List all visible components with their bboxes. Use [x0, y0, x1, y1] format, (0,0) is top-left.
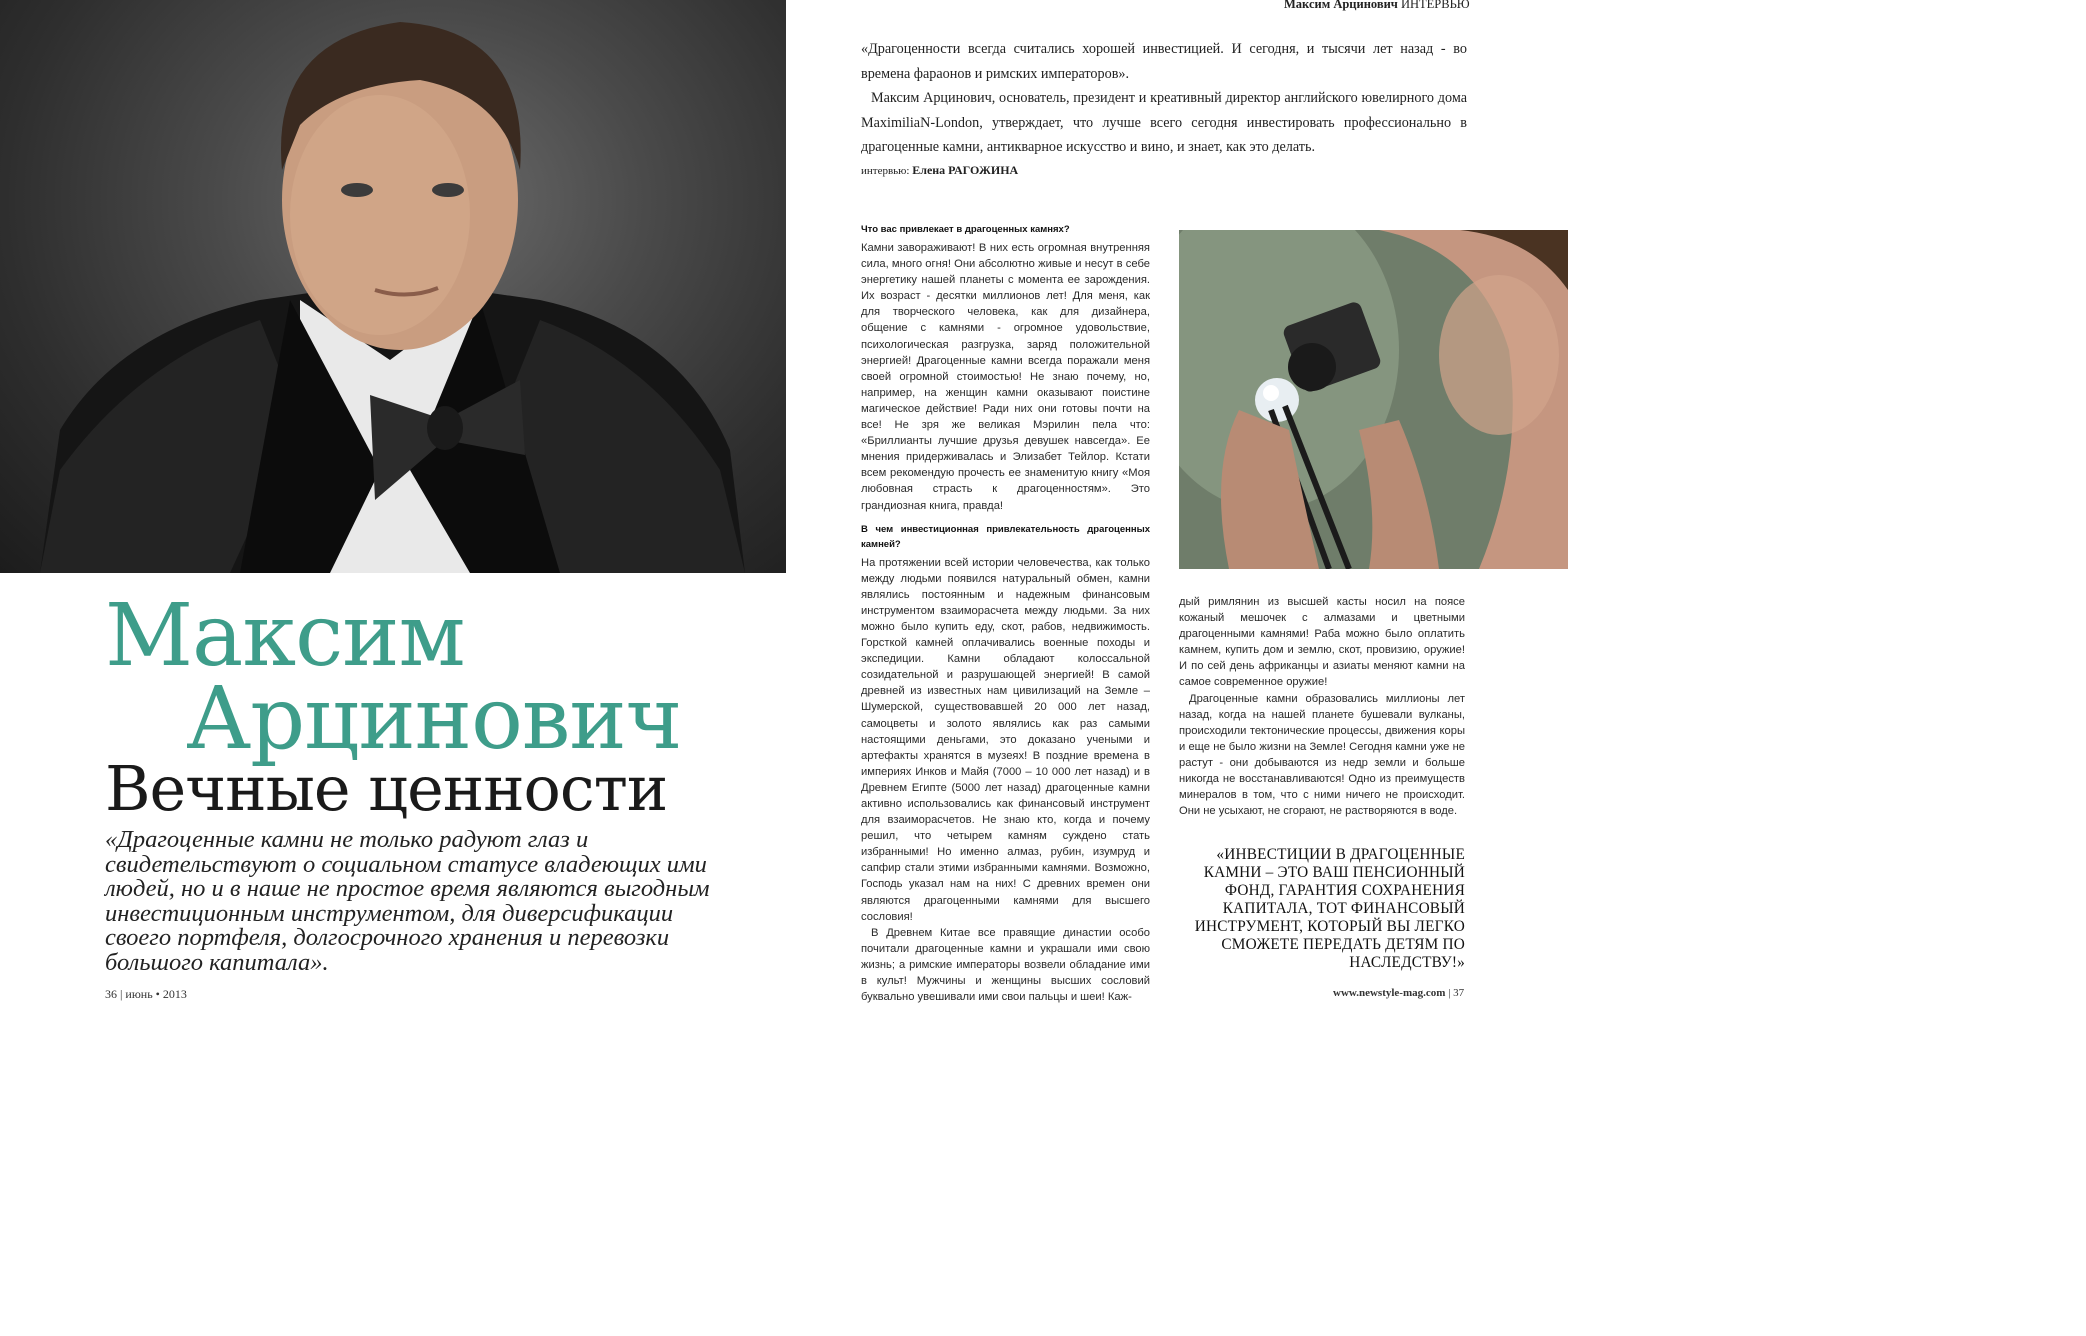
byline	[861, 163, 1018, 178]
answer-1: Камни завораживают! В них есть огромная внутренняя сила, много огня! Они абсолютно живые и несут в себе энергетику нашей планеты с момента ее зарождения. Их возраст - десятки миллионов лет! Для меня, как для творческого человека, как для дизайнера, общение с камнями - огромное удовольствие, психологическая разгрузка, заряд положительной энергией! Драгоценные камни всегда поражали меня своей огромной стоимостью! Не знаю почему, но, например, на женщин камни оказывают поистине магическое действие! Ради них они готовы почти на все! Не зря же великая Мэрилин пела что: «Бриллианты лучшие друзья девушек навсегда». Ее мнения придерживалась и Элизабет Тейлор. Кстати всем рекомендую прочесть ее знаменитую книгу «Моя любовная страсть к драгоценностям». Это грандиозная книга, правда!	[861, 242, 1150, 512]
answer-3-part-1: В Древнем Китае все правящие династии особо почитали драгоценные камни и украшали ими свою жизнь; а римские императоры возвели обладание ими в культ! Мужчины и женщины высших сословий буквально увешивали ими свои пальцы и шеи! Каж-	[861, 926, 1150, 1004]
left-folio: 36 | июнь • 2013	[105, 987, 187, 1001]
answer-3-part-2: дый римлянин из высшей касты носил на поясе кожаный мешочек с алмазами и цветными драгоценными камнями! Раба можно было оплатить камнем, купить дом и землю, скот, провизию, оружие! И по сей день африканцы и азиаты меняют камни на самое современное оружие!	[1179, 596, 1465, 689]
intro	[861, 37, 1467, 160]
right-folio	[1333, 987, 1464, 999]
folio-separator: |	[1448, 987, 1454, 999]
intro-paragraph-1: «Драгоценности всегда считались хорошей инвестицией. И сегодня, и тысячи лет назад - во времена фараонов и римских императоров».	[861, 41, 1467, 82]
answer-4: Драгоценные камни образовались миллионы лет назад, когда на нашей планете бушевали вулканы, происходили тектонические процессы, движения коры и еще не было жизни на Земле! Сегодня камни уже не растут - они добываются из недр земли и больше никогда не восстанавливаются! Одно из преимуществ минералов в том, что с ними ничего не происходит. Они не усыхают, не сгорают, не растворяются в воде.	[1179, 692, 1465, 818]
pull-quote: «ИНВЕСТИЦИИ В ДРАГОЦЕННЫЕ КАМНИ – ЭТО ВАШ ПЕНСИОННЫЙ ФОНД, ГАРАНТИЯ СОХРАНЕНИЯ КАПИТАЛА, ТОТ ФИНАНСОВЫЙ ИНСТРУМЕНТ, КОТОРЫЙ ВЫ ЛЕГКО СМОЖЕТЕ ПЕРЕДАТЬ ДЕТЯМ ПО НАСЛЕДСТВУ!»	[1194, 846, 1465, 971]
text-column-2	[1179, 594, 1465, 819]
folio-site: www.newstyle-mag.com	[1333, 987, 1446, 999]
jeweler-photo	[1179, 230, 1568, 569]
intro-paragraph-2: Максим Арцинович, основатель, президент и креативный директор английского ювелирного дома MaximiliaN-London, утверждает, что лучше всего сегодня инвестировать профессионально в драгоценные камни, антикварное искусство и вино, и знает, как это делать.	[861, 90, 1467, 155]
answer-2: На протяжении всей истории человечества, как только между людьми появился натуральный обмен, камни являлись постоянным и надежным финансовым инструментом взаиморасчета между людьми. За них можно было купить еду, скот, рабов, недвижимость. Горсткой камней оплачивались военные походы и экспедиции. Камни обладают колоссальной созидательной и разрушающей энергией! В самой древней из известных нам цивилизаций на Земле – Шумерской, существовавшей 20 000 лет назад, самоцветы и золото являлись как раз самыми настоящими деньгами, это доказано учеными и артефакты хранятся в музеях! В поздние времена в империях Инков и Майя (7000 – 10 000 лет назад) и в Древнем Египте (5000 лет назад) драгоценные камни активно использовались как финансовый инструмент для взаиморасчетов. Не знаю кто, когда и почему решил, что четырем камням суждено стать избранными! Но именно алмаз, рубин, изумруд и сапфир стали этими избранными камнями. Возможно, Господь указал нам на них! С древних времен они являются драгоценными камнями для высшего сословия!	[861, 556, 1150, 923]
byline-name: Елена РАГОЖИНА	[912, 163, 1019, 177]
article-subtitle: Вечные ценности	[105, 752, 668, 825]
running-head-name: Максим Арцинович	[1284, 0, 1398, 11]
person-name-line2: Арцинович	[186, 669, 682, 769]
text-column-1	[861, 222, 1150, 1005]
question-1: Что вас привлекает в драгоценных камнях?	[861, 224, 1070, 235]
portrait-photo	[0, 0, 786, 573]
jeweler-illustration	[1179, 230, 1568, 569]
question-2: В чем инвестиционная привлекательность драгоценных камней?	[861, 523, 1150, 550]
folio-page: 37	[1453, 987, 1465, 999]
running-head-section: ИНТЕРВЬЮ	[1400, 0, 1470, 11]
portrait-illustration	[0, 0, 786, 573]
running-head	[1284, 0, 1470, 12]
person-name-line1: Максим	[105, 586, 465, 686]
byline-label: интервью:	[861, 165, 910, 177]
lead-quote: «Драгоценные камни не только радуют глаз и свидетельствуют о социальном статусе владеющих ими людей, но и в наше не простое время являются выгодным инвестиционным инструментом, для диверсификации своего портфеля, долгосрочного хранения и перевозки большого капитала».	[105, 826, 710, 976]
